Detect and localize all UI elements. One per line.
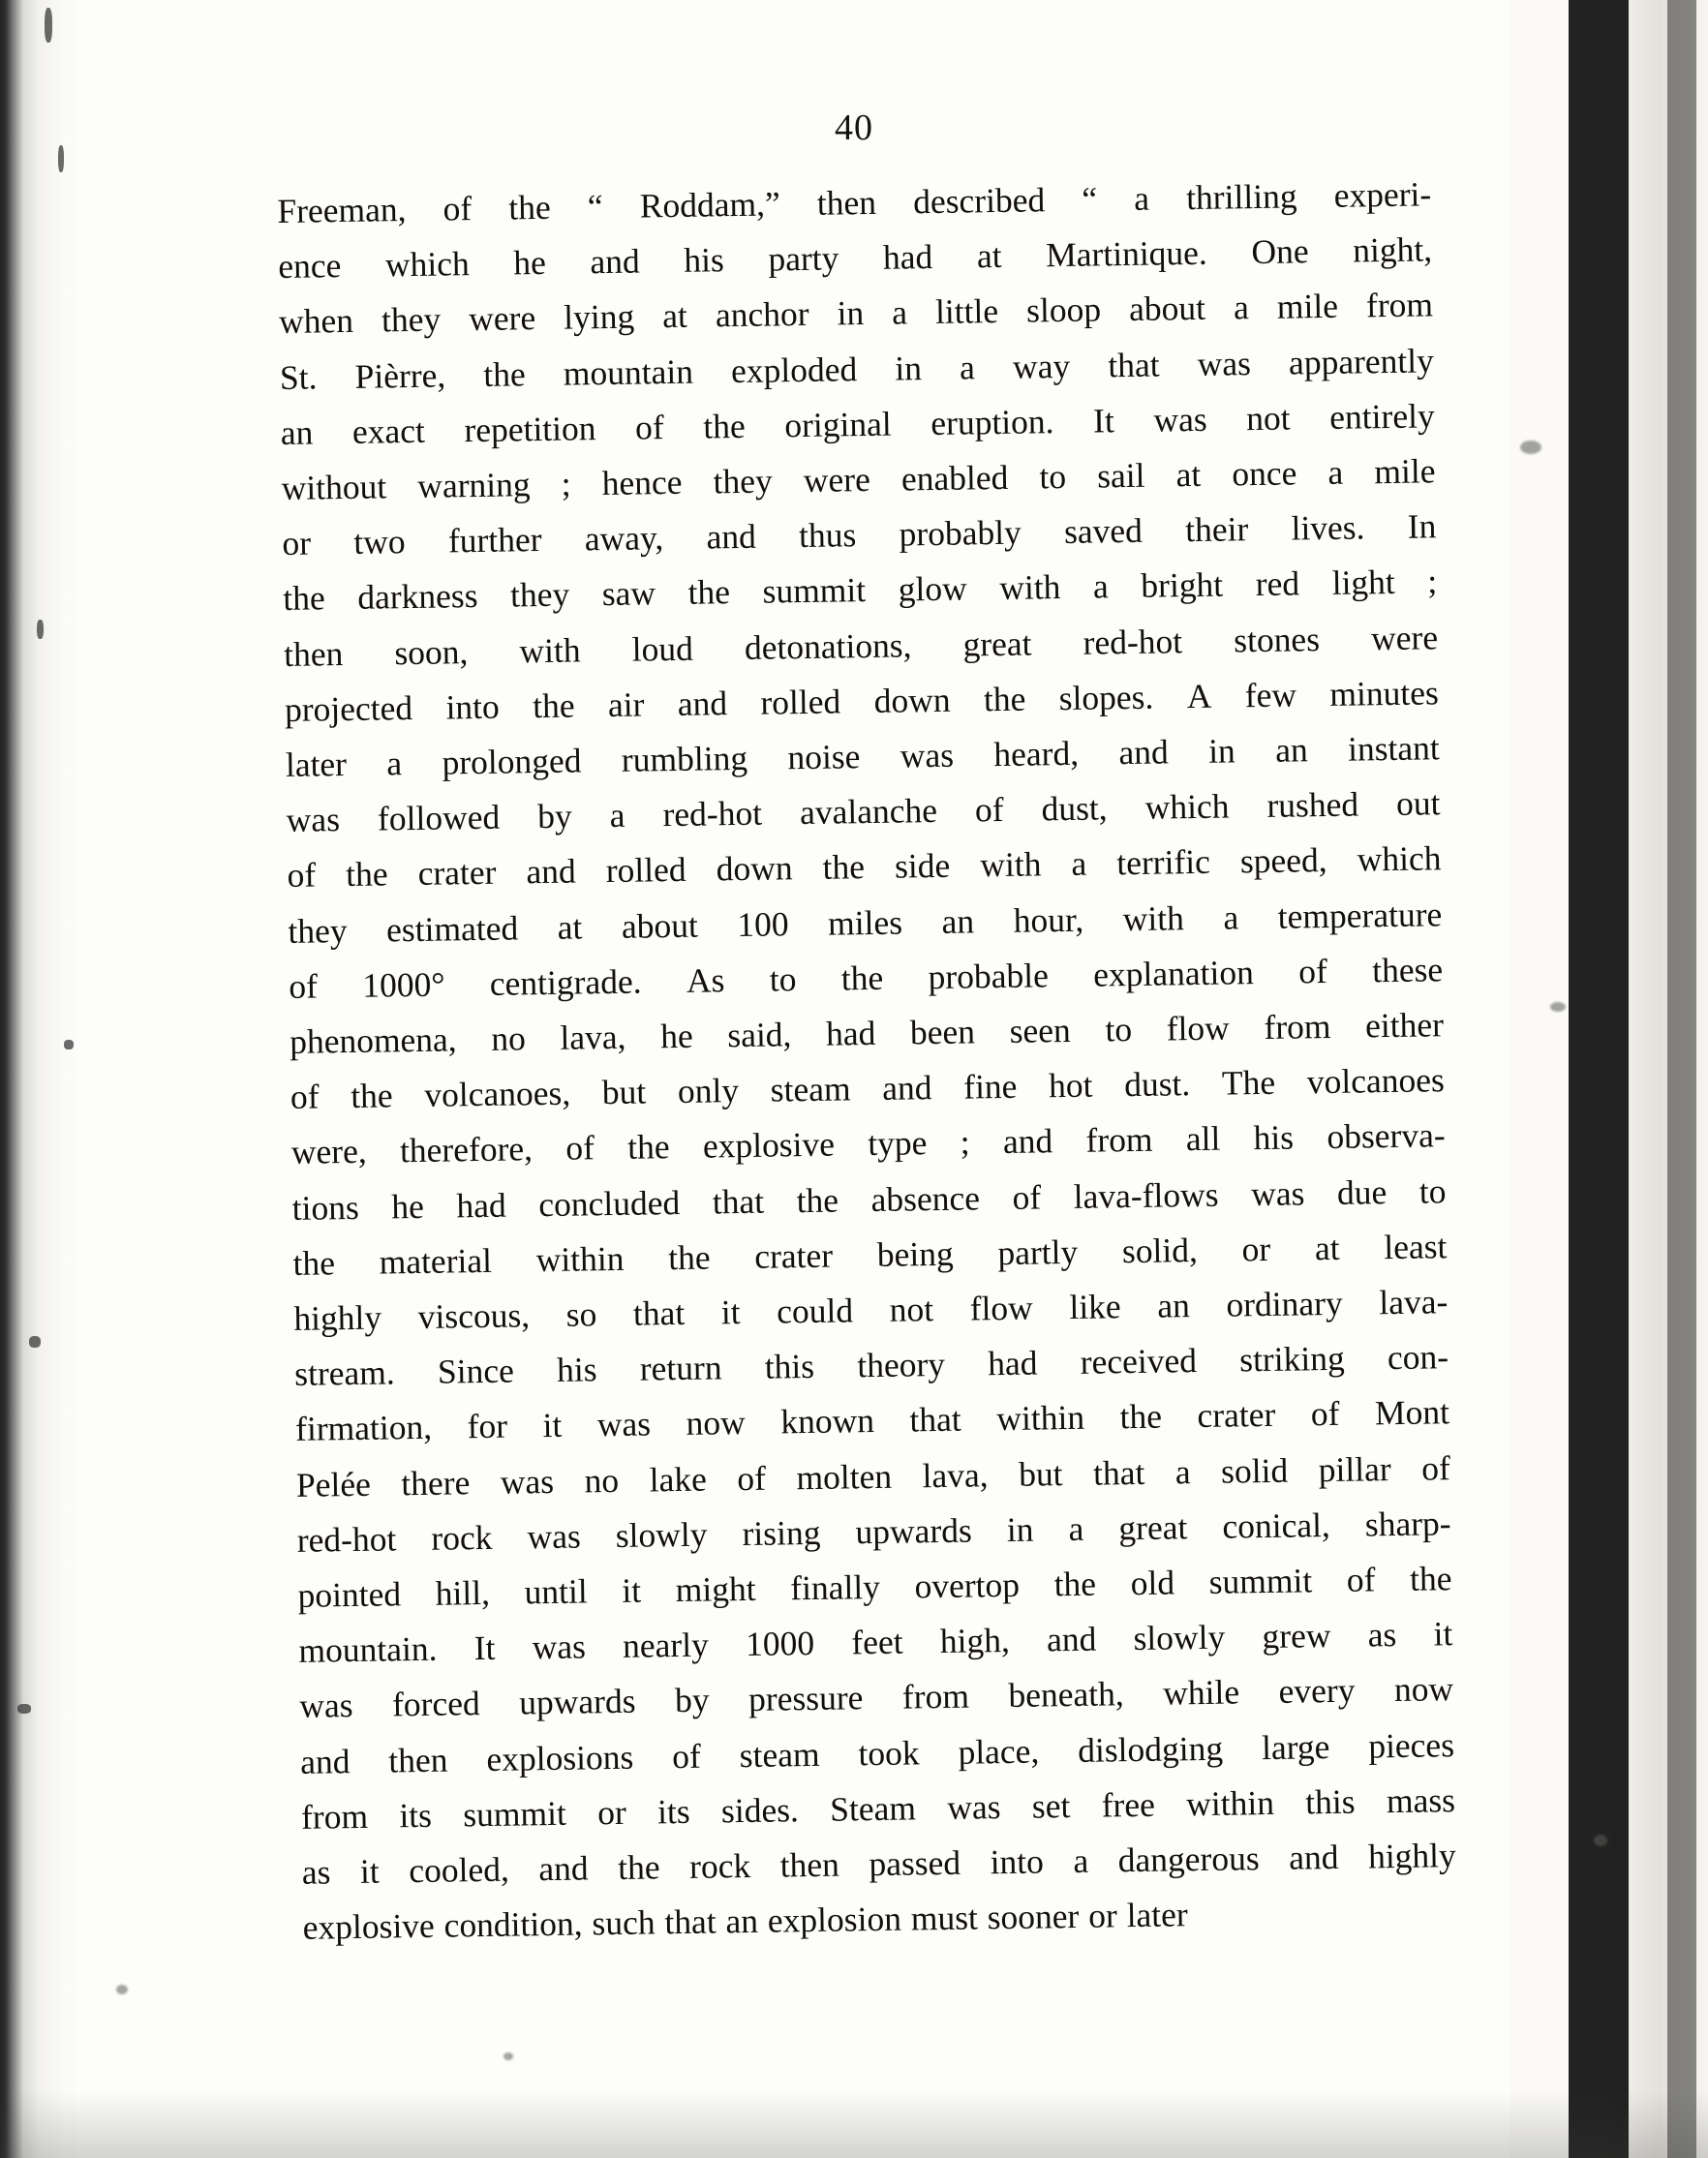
- text-line: of the volcanoes, but only steam and fine hot dust. The volcanoes: [290, 1060, 1446, 1117]
- scan-speck: [64, 1040, 74, 1049]
- text-line: stream. Since his return this theory had received striking con-: [293, 1337, 1449, 1394]
- text-line: as it cooled, and the rock then passed into a dangerous and highly: [301, 1836, 1457, 1892]
- text-line: was followed by a red-hot avalanche of dust, which rushed out: [286, 783, 1441, 840]
- text-line: was forced upwards by pressure from beneath, while every now: [299, 1669, 1454, 1726]
- text-line: highly viscous, so that it could not flow like an ordinary lava-: [293, 1282, 1449, 1338]
- scan-speck: [45, 8, 52, 43]
- text-line: projected into the air and rolled down the slopes. A few minutes: [284, 673, 1440, 729]
- page-number: 40: [835, 107, 873, 148]
- body-text: [277, 167, 1457, 1956]
- text-line: tions he had concluded that the absence of lava-flows was due to: [291, 1170, 1447, 1228]
- text-line: phenomena, no lava, he said, had been seen to flow from either: [289, 1005, 1445, 1061]
- scan-smudge: [1520, 441, 1541, 454]
- text-line: were, therefore, of the explosive type ; and from all his observa-: [290, 1115, 1446, 1172]
- text-line: explosive condition, such that an explosion must sooner or later: [302, 1895, 1188, 1948]
- text-line: ence which he and his party had at Martinique. One night,: [277, 229, 1433, 287]
- text-line: and then explosions of steam took place, dislodging large pieces: [299, 1724, 1455, 1781]
- scan-speck: [37, 620, 44, 639]
- text-line: the material within the crater being partly solid, or at least: [292, 1227, 1448, 1283]
- scan-speck: [17, 1704, 31, 1714]
- text-line: when they were lying at anchor in a little sloop about a mile from: [278, 285, 1434, 342]
- text-line: later a prolonged rumbling noise was heard, and in an instant: [285, 728, 1441, 784]
- text-line: from its summit or its sides. Steam was set free within this mass: [300, 1780, 1456, 1837]
- text-line: of 1000° centigrade. As to the probable explanation of these: [288, 950, 1444, 1006]
- text-line: Pelée there was no lake of molten lava, but that a solid pillar of: [295, 1447, 1451, 1505]
- text-line: pointed hill, until it might finally overtop the old summit of the: [297, 1559, 1452, 1615]
- text-line: without warning ; hence they were enabled to sail at once a mile: [281, 451, 1436, 507]
- text-line: firmation, for it was now known that within the crater of Mont: [294, 1392, 1450, 1449]
- scan-smudge: [116, 1985, 128, 1994]
- text-line: they estimated at about 100 miles an hour, with a temperature: [288, 894, 1443, 951]
- page-right-outer-band: [1667, 0, 1696, 2158]
- text-line: St. Pièrre, the mountain exploded in a way that was apparently: [279, 340, 1435, 397]
- page-bottom-shadow: [0, 2090, 1708, 2158]
- text-line: of the crater and rolled down the side with a terrific speed, which: [287, 838, 1442, 896]
- scan-smudge: [503, 2052, 513, 2060]
- scan-speck: [29, 1336, 41, 1348]
- page-left-binding-shadow: [0, 0, 76, 2158]
- scan-speck: [58, 145, 64, 172]
- paragraph: [277, 167, 1457, 1956]
- text-line: Freeman, of the “ Roddam,” then described “ a thrilling experi-: [277, 174, 1432, 230]
- text-line: an exact repetition of the original eruption. It was not entirely: [280, 396, 1435, 452]
- text-line: red-hot rock was slowly rising upwards in a great conical, sharp-: [296, 1504, 1451, 1560]
- scan-smudge: [1594, 1835, 1607, 1846]
- text-line: mountain. It was nearly 1000 feet high, and slowly grew as it: [298, 1614, 1453, 1671]
- text-line: the darkness they saw the summit glow with a bright red light ;: [283, 562, 1438, 619]
- text-line: or two further away, and thus probably saved their lives. In: [282, 506, 1437, 563]
- scan-smudge: [1550, 1002, 1566, 1012]
- text-line: then soon, with loud detonations, great red-hot stones were: [283, 617, 1439, 674]
